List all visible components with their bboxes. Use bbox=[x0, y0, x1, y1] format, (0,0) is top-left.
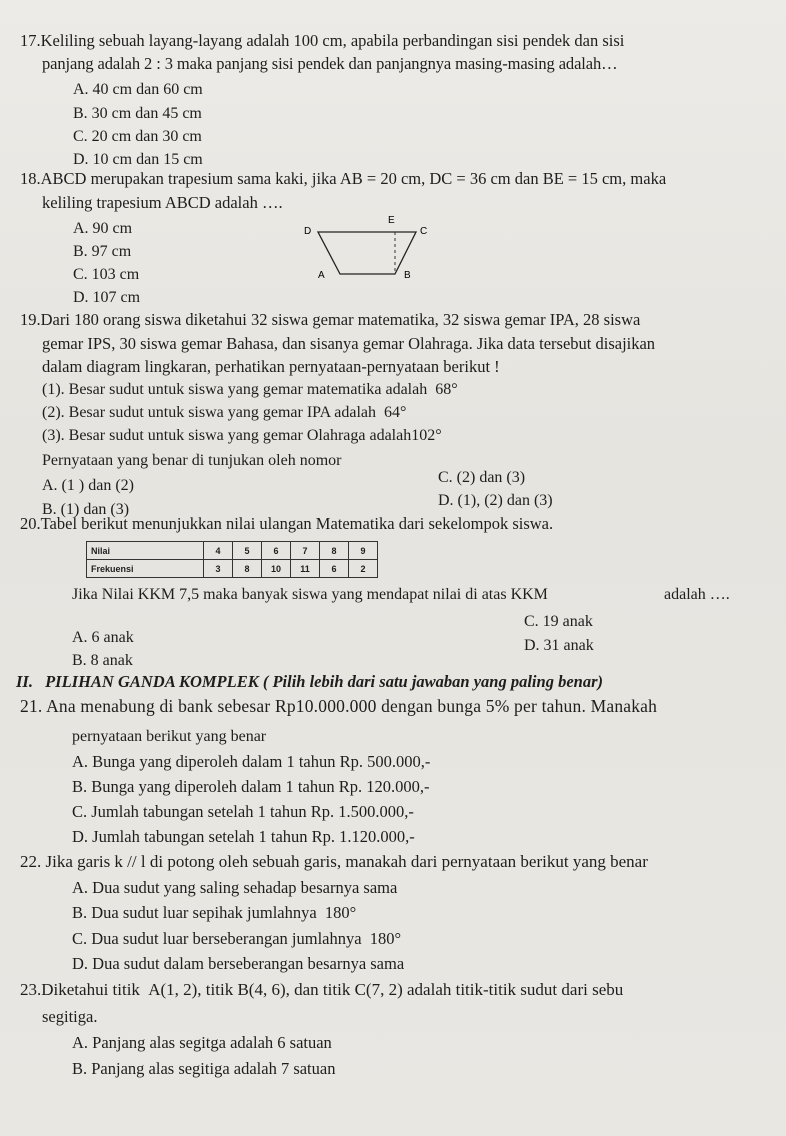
q20-option-b: B. 8 anak bbox=[72, 652, 133, 669]
q18-stem-line1 bbox=[20, 169, 666, 189]
q21-stem-line2: pernyataan berikut yang benar bbox=[72, 728, 267, 745]
table-cell: 8 bbox=[320, 542, 349, 560]
q23-point-a: A(1, 2) bbox=[148, 980, 198, 999]
q21-option-b: B. Bunga yang diperoleh dalam 1 tahun Rp. 120.000,- bbox=[72, 777, 430, 796]
q23-option-a: A. Panjang alas segitga adalah 6 satuan bbox=[72, 1033, 332, 1052]
q22-option-c bbox=[72, 929, 401, 949]
table-cell: 4 bbox=[204, 542, 233, 560]
q18-stem-dan: dan bbox=[514, 169, 539, 188]
label-a: A bbox=[318, 270, 325, 281]
q23-stem-line2: segitiga. bbox=[42, 1007, 98, 1026]
q18-option-b: B. 97 cm bbox=[73, 243, 132, 260]
q21-stem-line1: 21. Ana menabung di bank sebesar Rp10.000.000 dengan bunga 5% per tahun. Manakah bbox=[20, 696, 658, 716]
q17-stem-line1: 17.Keliling sebuah layang-layang adalah 100 cm, apabila perbandingan sisi pendek dan sisi bbox=[20, 31, 625, 50]
table-cell: 8 bbox=[233, 560, 262, 578]
table-row-frekuensi bbox=[87, 560, 378, 578]
q17-option-d: D. 10 cm dan 15 cm bbox=[73, 151, 203, 168]
q19-option-d: D. (1), (2) dan (3) bbox=[438, 492, 553, 509]
q20-option-d: D. 31 anak bbox=[524, 637, 594, 654]
q20-option-c: C. 19 anak bbox=[524, 613, 593, 630]
label-e: E bbox=[388, 215, 395, 226]
q23-point-b: B(4, 6) bbox=[237, 980, 286, 999]
label-c: C bbox=[420, 226, 428, 237]
q19-statement-3-value: 102° bbox=[411, 427, 442, 444]
q18-stem-suffix: , maka bbox=[622, 169, 667, 188]
q17-option-a: A. 40 cm dan 60 cm bbox=[73, 81, 203, 98]
q22-option-a: A. Dua sudut yang saling sehadap besarnya sama bbox=[72, 878, 398, 897]
q19-stem-line2: gemar IPS, 30 siswa gemar Bahasa, dan sisanya gemar Olahraga. Jika data tersebut disajikan bbox=[42, 334, 656, 353]
q21-option-c: C. Jumlah tabungan setelah 1 tahun Rp. 1.500.000,- bbox=[72, 802, 414, 821]
table-header-frekuensi: Frekuensi bbox=[87, 560, 204, 578]
q21-option-d: D. Jumlah tabungan setelah 1 tahun Rp. 1.120.000,- bbox=[72, 827, 415, 846]
q18-stem-math2: BE = 15 cm bbox=[542, 169, 623, 188]
q19-statement-1 bbox=[42, 380, 458, 400]
q22-stem: 22. Jika garis k // l di potong oleh sebuah garis, manakah dari pernyataan berikut yang benar bbox=[20, 852, 648, 871]
q22-option-b bbox=[72, 903, 356, 923]
q19-option-b: B. (1) dan (3) bbox=[42, 501, 130, 518]
table-cell: 3 bbox=[204, 560, 233, 578]
q19-statement-1-value: 68° bbox=[435, 381, 458, 398]
q18-stem-math: AB = 20 cm, DC = 36 cm bbox=[339, 169, 511, 188]
q20-question-end: adalah …. bbox=[664, 586, 730, 603]
trapezoid-outline bbox=[318, 232, 416, 274]
q19-statement-1-text: (1). Besar sudut untuk siswa yang gemar matematika adalah bbox=[42, 381, 428, 398]
section-2-title: PILIHAN GANDA KOMPLEK bbox=[45, 672, 259, 691]
table-cell: 10 bbox=[262, 560, 291, 578]
table-cell: 11 bbox=[291, 560, 320, 578]
table-cell: 6 bbox=[320, 560, 349, 578]
q19-statement-3-text: (3). Besar sudut untuk siswa yang gemar Olahraga adalah bbox=[42, 427, 412, 444]
table-cell: 5 bbox=[233, 542, 262, 560]
q19-option-c: C. (2) dan (3) bbox=[438, 469, 526, 486]
q19-statement-2-text: (2). Besar sudut untuk siswa yang gemar IPA adalah bbox=[42, 404, 377, 421]
q23-stem-line1 bbox=[20, 980, 623, 1000]
q18-option-c: C. 103 cm bbox=[73, 266, 140, 283]
q18-option-d: D. 107 cm bbox=[73, 289, 141, 306]
trapezoid-figure bbox=[300, 206, 430, 288]
section-2-subtitle: ( Pilih lebih dari satu jawaban yang paling benar) bbox=[262, 672, 603, 691]
q18-stem-line2: keliling trapesium ABCD adalah …. bbox=[42, 193, 283, 212]
q22-option-b-value: 180° bbox=[324, 903, 357, 922]
q23-point-c: C(7, 2) bbox=[354, 980, 403, 999]
table-cell: 9 bbox=[349, 542, 378, 560]
table-cell: 6 bbox=[262, 542, 291, 560]
q19-option-a: A. (1 ) dan (2) bbox=[42, 477, 134, 494]
q19-stem-line3: dalam diagram lingkaran, perhatikan pernyataan-pernyataan berikut ! bbox=[42, 357, 500, 376]
q23-stem-prefix: 23.Diketahui titik bbox=[20, 980, 140, 999]
section-2-heading bbox=[16, 672, 603, 692]
q18-stem-prefix: 18.ABCD merupakan trapesium sama kaki, jika bbox=[20, 169, 337, 188]
q19-prompt: Pernyataan yang benar di tunjukan oleh nomor bbox=[42, 452, 342, 469]
q22-option-c-text: C. Dua sudut luar berseberangan jumlahnya bbox=[72, 929, 362, 948]
label-b: B bbox=[404, 270, 411, 281]
table-row-nilai bbox=[87, 542, 378, 560]
q17-stem-line2: panjang adalah 2 : 3 maka panjang sisi pendek dan panjangnya masing-masing adalah… bbox=[42, 54, 618, 73]
label-d: D bbox=[304, 226, 312, 237]
table-cell: 2 bbox=[349, 560, 378, 578]
q20-question: Jika Nilai KKM 7,5 maka banyak siswa yang mendapat nilai di atas KKM bbox=[72, 586, 548, 603]
q22-option-d: D. Dua sudut dalam berseberangan besarnya sama bbox=[72, 954, 405, 973]
q21-option-a: A. Bunga yang diperoleh dalam 1 tahun Rp. 500.000,- bbox=[72, 752, 431, 771]
q22-option-c-value: 180° bbox=[369, 929, 402, 948]
q19-statement-3 bbox=[42, 426, 442, 446]
q19-stem-line1: 19.Dari 180 orang siswa diketahui 32 siswa gemar matematika, 32 siswa gemar IPA, 28 siswa bbox=[20, 310, 641, 329]
q20-option-a: A. 6 anak bbox=[72, 629, 134, 646]
q18-option-a: A. 90 cm bbox=[73, 220, 133, 237]
q17-option-b: B. 30 cm dan 45 cm bbox=[73, 105, 202, 122]
q17-option-c: C. 20 cm dan 30 cm bbox=[73, 128, 202, 145]
value-frequency-table bbox=[86, 541, 378, 578]
q23-sep1: , titik bbox=[197, 980, 234, 999]
section-2-number: II. bbox=[16, 672, 33, 691]
table-cell: 7 bbox=[291, 542, 320, 560]
q20-stem: 20.Tabel berikut menunjukkan nilai ulangan Matematika dari sekelompok siswa. bbox=[20, 514, 554, 533]
q23-sep2: , dan titik bbox=[285, 980, 351, 999]
q23-option-b: B. Panjang alas segitiga adalah 7 satuan bbox=[72, 1059, 336, 1078]
q22-option-b-text: B. Dua sudut luar sepihak jumlahnya bbox=[72, 903, 317, 922]
table-header-nilai: Nilai bbox=[87, 542, 204, 560]
q23-stem-suffix: adalah titik-titik sudut dari sebu bbox=[407, 980, 624, 999]
q19-statement-2-value: 64° bbox=[384, 404, 407, 421]
q19-statement-2 bbox=[42, 403, 406, 423]
